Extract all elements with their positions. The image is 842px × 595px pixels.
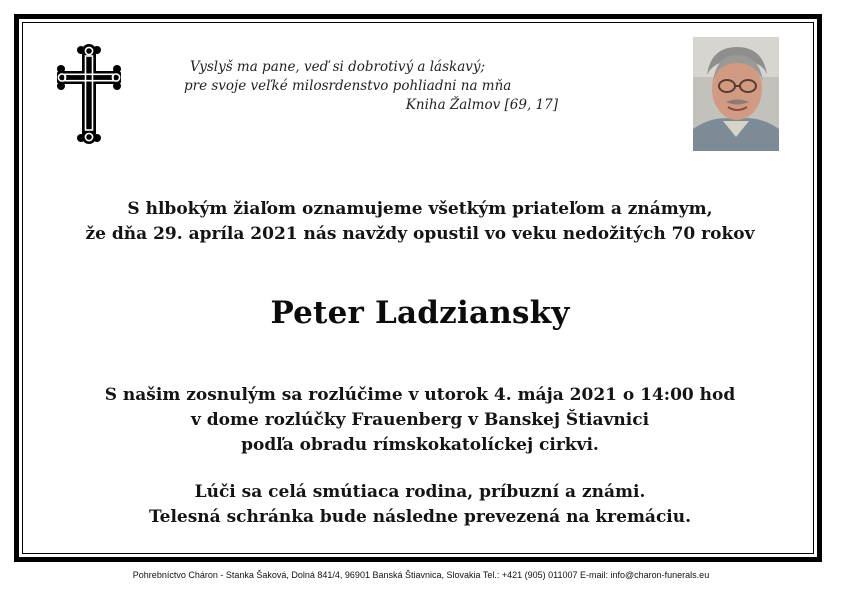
- quote-line-2: pre svoje veľké milosrdenstvo pohliadni na mňa: [184, 78, 512, 94]
- cross-icon: [57, 44, 121, 144]
- ceremony-line-1: S našim zosnulým sa rozlúčime v utorok 4. mája 2021 o 14:00 hod: [104, 385, 736, 405]
- portrait-photo: [693, 37, 779, 151]
- announcement-line-2: že dňa 29. apríla 2021 nás navždy opustil vo veku nedožitých 70 rokov: [85, 224, 755, 244]
- quote-line-1: Vyslyš ma pane, veď si dobrotivý a láskavý;: [190, 59, 486, 75]
- ceremony-line-2: v dome rozlúčky Frauenberg v Banskej Štiavnici: [190, 410, 650, 430]
- psalm-quote: [170, 58, 570, 115]
- mourners-text: [40, 480, 800, 530]
- mourners-line-1: Lúči sa celá smútiaca rodina, príbuzní a známi.: [194, 482, 646, 502]
- mourners-line-2: Telesná schránka bude následne prevezená na kremáciu.: [148, 507, 692, 527]
- deceased-name: Peter Ladziansky: [270, 295, 570, 331]
- ceremony-details: [40, 383, 800, 458]
- announcement-line-1: S hlbokým žiaľom oznamujeme všetkým priateľom a známym,: [127, 199, 713, 219]
- funeral-home-contact: Pohrebníctvo Cháron - Stanka Šaková, Dolná 841/4, 96901 Banská Štiavnica, Slovakia Tel.: +421 (905) 011007 E-mail: info@charon-funerals.eu: [132, 570, 710, 580]
- death-announcement: [40, 197, 800, 247]
- quote-source: Kniha Žalmov [69, 17]: [405, 97, 558, 113]
- ceremony-line-3: podľa obradu rímskokatolíckej cirkvi.: [241, 435, 599, 455]
